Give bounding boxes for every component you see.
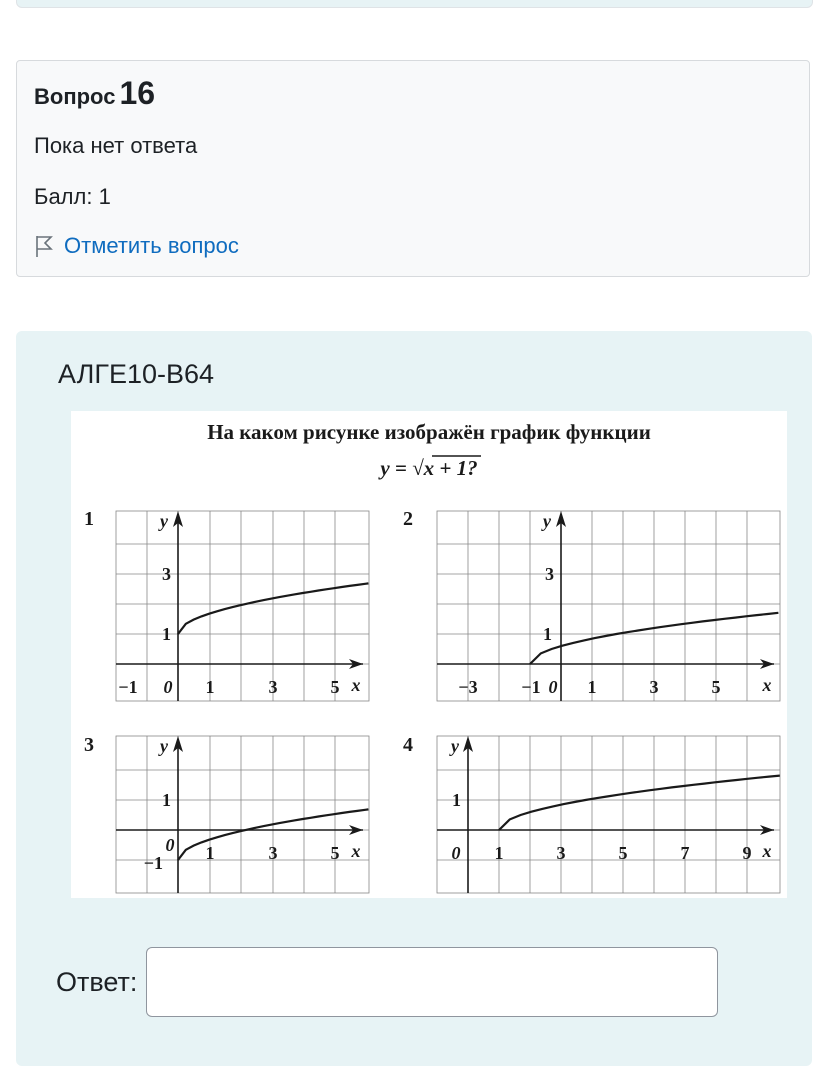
figure-prompt-line1: На каком рисунке изображён график функции: [207, 420, 651, 444]
graph-3-ylabel: y: [160, 736, 168, 756]
graph-2-ytick: 1: [543, 624, 552, 644]
flag-icon: [34, 234, 54, 258]
graph-3-xtick: 5: [330, 843, 340, 863]
question-code: АЛГЕ10-В64: [58, 359, 215, 389]
graph-4-xtick: 9: [742, 843, 752, 863]
graph-2-xlabel: x: [762, 675, 772, 695]
graph-4: [403, 734, 780, 893]
graph-1-ytick: 3: [162, 564, 171, 584]
flag-question-label: Отметить вопрос: [64, 233, 239, 258]
graph-4-xtick: 7: [680, 843, 690, 863]
graph-3-ytick: −1: [143, 853, 163, 873]
question-label: Вопрос: [34, 84, 116, 109]
graph-1-xtick: 1: [205, 677, 215, 697]
graph-2-xtick: −1: [521, 677, 541, 697]
graph-2-xtick: 3: [649, 677, 659, 697]
graph-3-xlabel: x: [351, 841, 361, 861]
graph-4-xtick: 1: [494, 843, 504, 863]
previous-question-panel: [16, 0, 813, 8]
question-state: Пока нет ответа: [34, 133, 198, 158]
graph-2-xtick: 1: [587, 677, 597, 697]
question-grade: Балл: 1: [34, 184, 111, 209]
answer-label: Ответ:: [56, 966, 138, 997]
answer-row: [56, 947, 718, 1017]
graph-2-xtick: 5: [711, 677, 721, 697]
graph-1-ylabel: y: [160, 511, 168, 531]
graph-1-xtick: −1: [118, 677, 138, 697]
graph-4-xtick: 5: [618, 843, 628, 863]
graph-3-xtick: 3: [268, 843, 278, 863]
question-figure: [71, 411, 787, 898]
graph-3-label: 3: [84, 734, 94, 756]
graph-4-label: 4: [403, 734, 413, 756]
graph-4-ytick: 1: [452, 790, 461, 810]
graph-3-ytick: 1: [162, 790, 171, 810]
graph-2-origin: 0: [548, 677, 558, 697]
question-info-panel: [16, 60, 810, 277]
graph-1-origin: 0: [163, 677, 173, 697]
graph-1-xtick: 3: [268, 677, 278, 697]
graph-4-origin: 0: [451, 843, 461, 863]
graph-3: [84, 734, 369, 893]
graph-3-xtick: 1: [205, 843, 215, 863]
graph-2-xtick: −3: [458, 677, 478, 697]
graph-1-label: 1: [84, 508, 94, 530]
graph-4-ylabel: y: [451, 736, 459, 756]
graph-4-xtick: 3: [556, 843, 566, 863]
graph-1-ytick: 1: [162, 624, 171, 644]
graph-4-xlabel: x: [762, 841, 772, 861]
graph-2: [403, 508, 780, 701]
graph-1-xlabel: x: [351, 675, 361, 695]
flag-question-link[interactable]: [34, 233, 239, 259]
graph-1: [84, 508, 369, 701]
question-content-panel: [16, 331, 812, 1066]
question-number: [34, 75, 155, 112]
graph-2-ylabel: y: [543, 511, 551, 531]
graph-1-xtick: 5: [330, 677, 340, 697]
graph-2-ytick: 3: [545, 564, 554, 584]
question-number-value: 16: [119, 75, 156, 111]
graph-3-origin: 0: [165, 835, 175, 855]
graph-2-label: 2: [403, 508, 413, 530]
answer-input[interactable]: [146, 947, 718, 1017]
figure-prompt-line2: y = √x + 1?: [380, 456, 478, 480]
